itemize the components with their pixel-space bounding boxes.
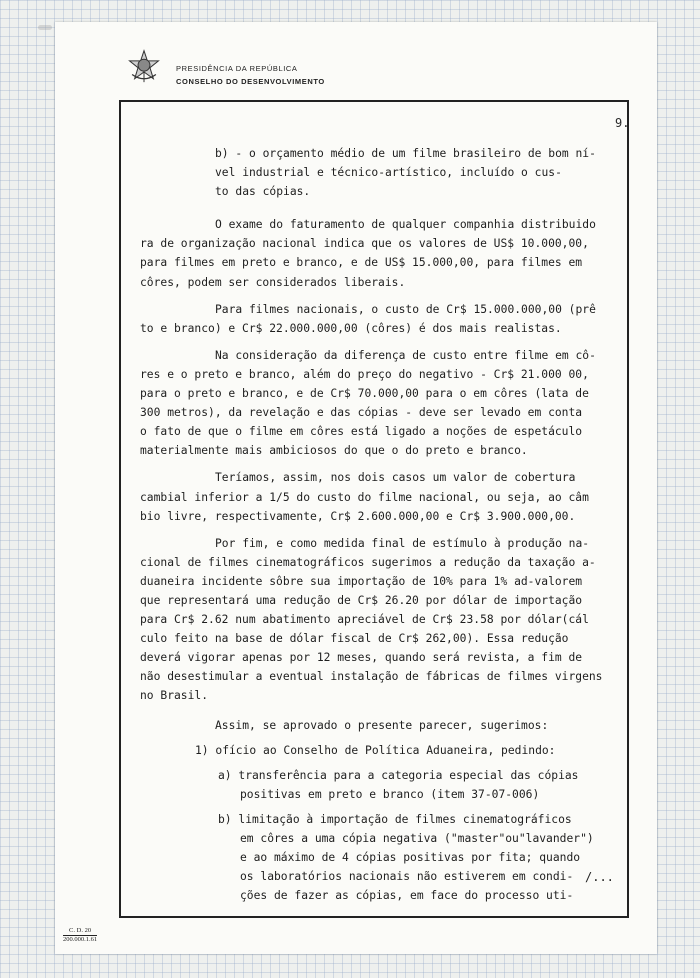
continuation-mark: /... xyxy=(585,870,614,884)
sub-item-b xyxy=(140,810,625,905)
text-line: em côres a uma cópia negativa ("master"ou"lavander") xyxy=(240,832,594,845)
text-line: to das cópias. xyxy=(215,185,311,199)
text-line: vel industrial e técnico-artístico, incluído o cus- xyxy=(215,166,562,180)
list-item-1 xyxy=(140,741,625,760)
document-body xyxy=(140,144,625,905)
text-line: Teríamos, assim, nos dois casos um valor de cobertura xyxy=(215,471,576,485)
text-line: para filmes em preto e branco, e de US$ 15.000,00, para filmes em xyxy=(140,256,583,270)
text-line: Para filmes nacionais, o custo de Cr$ 15.000.000,00 (prê xyxy=(215,302,596,316)
text-line: Por fim, e como medida final de estímulo à produção na- xyxy=(215,536,590,550)
form-code xyxy=(63,927,97,944)
text-line: cambial inferior a 1/5 do custo do filme nacional, ou seja, ao câm xyxy=(140,490,589,504)
letterhead xyxy=(176,62,325,88)
document-page xyxy=(55,22,657,954)
text-line: o fato de que o filme em côres está ligado a noções de espetáculo xyxy=(140,425,583,439)
paragraph-4 xyxy=(140,468,625,525)
text-line: Na consideração da diferença de custo entre filme em cô- xyxy=(215,348,596,362)
text-line: cional de filmes cinematográficos sugerimos a redução da taxação a- xyxy=(140,555,596,569)
form-code-line2: 200.000.1.61 xyxy=(63,936,98,943)
text-line: os laboratórios nacionais não estiverem em condi- xyxy=(240,870,574,884)
text-line: O exame do faturamento de qualquer companhia distribuido xyxy=(215,218,596,232)
text-line: e ao máximo de 4 cópias positivas por fita; quando xyxy=(240,851,581,865)
text-line: ra de organização nacional indica que os valores de US$ 10.000,00, xyxy=(140,237,589,251)
paragraph-3 xyxy=(140,346,625,461)
text-line: 300 metros), da revelação e das cópias - deve ser levado em conta xyxy=(140,406,583,420)
text-line: não desestimular a eventual instalação de fábricas de filmes virgens xyxy=(140,670,603,684)
text-line: duaneira incidente sôbre sua importação de 10% para 1% ad-valorem xyxy=(140,574,583,588)
text-line: para Cr$ 2.62 num abatimento apreciável de Cr$ 23.58 por dólar(cál xyxy=(140,613,589,627)
text-line: materialmente mais ambiciosos do que o do preto e branco. xyxy=(140,444,528,458)
text-line: res e o preto e branco, além do preço do negativo - Cr$ 21.000 00, xyxy=(140,367,589,381)
coat-of-arms-icon xyxy=(127,49,161,83)
paragraph-5 xyxy=(140,534,625,706)
text-line: b) limitação à importação de filmes cinematográficos xyxy=(218,812,572,826)
paragraph-2 xyxy=(140,300,625,338)
paragraph-1 xyxy=(140,215,625,291)
text-line: culo feito na base de dólar fiscal de Cr$ 262,00). Essa redução xyxy=(140,632,569,646)
punch-mark xyxy=(38,25,52,30)
text-line: deverá vigorar apenas por 12 meses, quando será revista, a fim de xyxy=(140,651,583,665)
text-line: no Brasil. xyxy=(140,689,209,703)
text-line: que representará uma redução de Cr$ 26.20 por dólar de importação xyxy=(140,593,583,607)
text-line: b) - o orçamento médio de um filme brasileiro de bom ní- xyxy=(215,147,596,160)
text-line: Assim, se aprovado o presente parecer, sugerimos: xyxy=(215,718,549,732)
text-line: a) transferência para a categoria especial das cópias xyxy=(218,768,579,782)
text-line: côres, podem ser considerados liberais. xyxy=(140,275,406,289)
text-line: ções de fazer as cópias, em face do processo uti- xyxy=(240,889,574,903)
text-line: para o preto e branco, e de Cr$ 70.000,00 para o em côres (lata de xyxy=(140,387,589,401)
text-line: 1) ofício ao Conselho de Política Aduaneira, pedindo: xyxy=(195,743,556,757)
page-number: 9. xyxy=(615,116,630,130)
text-line: to e branco) e Cr$ 22.000.000,00 (côres) é dos mais realistas. xyxy=(140,321,562,335)
text-line: bio livre, respectivamente, Cr$ 2.600.000,00 e Cr$ 3.900.000,00. xyxy=(140,509,576,523)
sub-item-a xyxy=(140,766,625,804)
text-line: positivas em preto e branco (item 37-07-006) xyxy=(240,787,540,801)
paragraph-item-b xyxy=(215,144,625,201)
paragraph-6 xyxy=(140,716,625,735)
form-code-line1: C. D. 20 xyxy=(69,927,92,934)
letterhead-line2: CONSELHO DO DESENVOLVIMENTO xyxy=(176,77,325,86)
letterhead-line1: PRESIDÊNCIA DA REPÚBLICA xyxy=(176,64,298,73)
